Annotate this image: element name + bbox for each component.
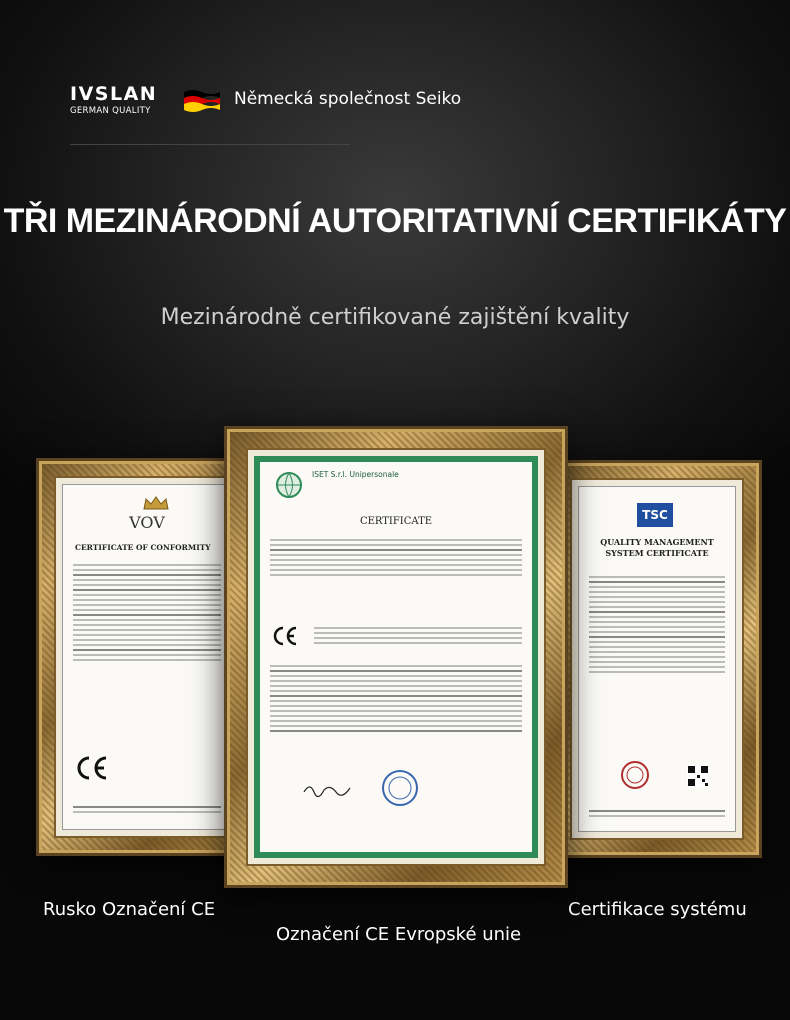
tagline: Německá společnost Seiko bbox=[234, 89, 462, 109]
certificate-vov bbox=[62, 484, 232, 830]
brand-name: IVSLAN bbox=[70, 83, 158, 105]
certificate-heading: CERTIFICATE OF CONFORMITY bbox=[75, 543, 211, 552]
german-flag-icon bbox=[183, 88, 221, 112]
divider bbox=[70, 144, 350, 145]
certificate-iset bbox=[254, 456, 538, 858]
certificate-heading: QUALITY MANAGEMENT SYSTEM CERTIFICATE bbox=[600, 537, 714, 558]
certificate-heading: CERTIFICATE bbox=[359, 516, 433, 527]
crown-icon bbox=[141, 495, 171, 511]
caption-left: Rusko Označení CE bbox=[43, 899, 216, 920]
brand-logo bbox=[70, 85, 157, 116]
vov-logo: VOV bbox=[129, 513, 165, 532]
caption-center: Označení CE Evropské unie bbox=[276, 924, 522, 945]
iset-globe-icon bbox=[274, 470, 304, 500]
page-title: TŘI MEZINÁRODNÍ AUTORITATIVNÍ CERTIFIKÁTY bbox=[3, 202, 787, 240]
qr-code-icon bbox=[687, 765, 709, 787]
certificate-frame-right bbox=[552, 460, 762, 858]
issuer-name: ISET S.r.l. Unipersonale bbox=[312, 470, 399, 479]
certificate-frame-center bbox=[224, 426, 568, 888]
caption-right: Certifikace systému bbox=[568, 899, 747, 920]
certificate-tsc bbox=[578, 486, 736, 832]
brand-sub: GERMAN QUALITY bbox=[70, 106, 151, 116]
ce-mark-icon bbox=[272, 626, 298, 646]
signature-icon bbox=[302, 780, 352, 798]
stamp-icon bbox=[380, 768, 420, 808]
ce-mark-icon bbox=[75, 755, 109, 781]
seal-icon bbox=[619, 759, 651, 791]
page-subtitle: Mezinárodně certifikované zajištění kvality bbox=[160, 305, 630, 330]
tsc-logo: TSC bbox=[637, 503, 673, 527]
